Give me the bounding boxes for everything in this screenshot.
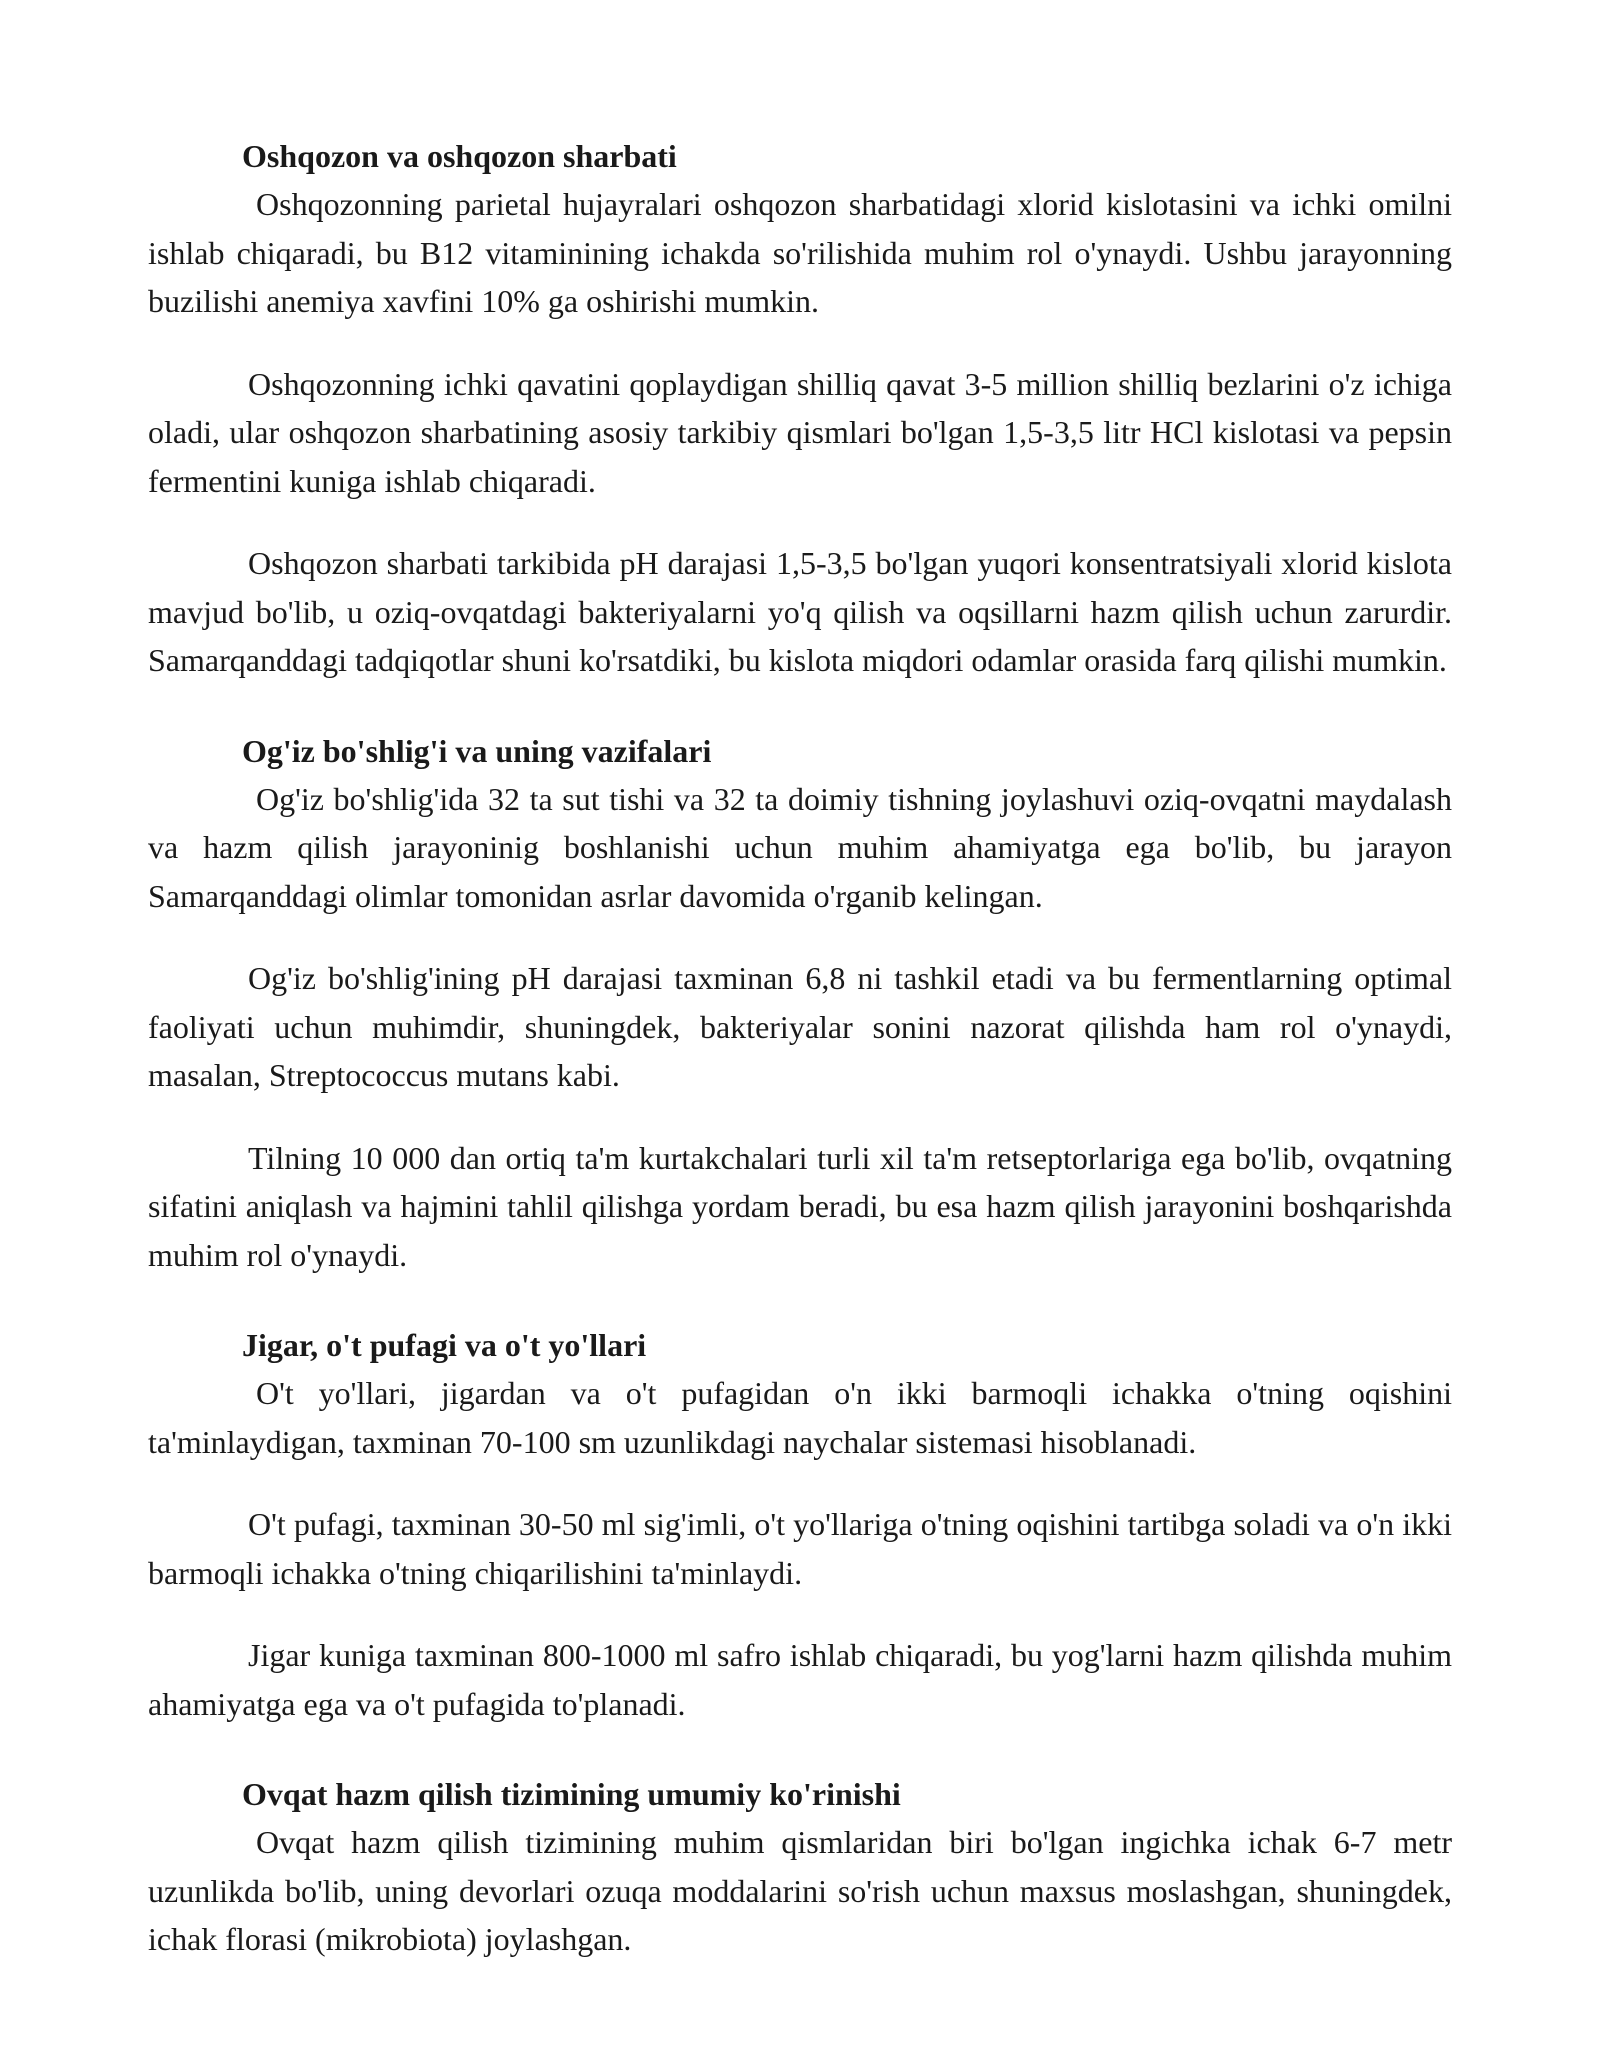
paragraph: O't pufagi, taxminan 30-50 ml sig'imli, o't yo'llariga o'tning oqishini tartibga soladi va o'n ikki barmoqli ichakka o'tning chiqarilishini ta'minlaydi.	[148, 1506, 1452, 1591]
section-oral-cavity	[148, 727, 1452, 1280]
paragraph: Oshqozonning parietal hujayralari oshqozon sharbatidagi xlorid kislotasini va ichki omilni ishlab chiqaradi, bu B12 vitaminining ichakda so'rilishida muhim rol o'ynaydi. Ushbu jarayonning buzilishi anemiya xavfini 10% ga oshirishi mumkin.	[148, 186, 1452, 319]
paragraph: Og'iz bo'shlig'ining pH darajasi taxminan 6,8 ni tashkil etadi va bu fermentlarning optimal faoliyati uchun muhimdir, shuningdek, bakteriyalar sonini nazorat qilishda ham rol o'ynaydi, masalan, Streptococcus mutans kabi.	[148, 960, 1452, 1093]
section-heading: Ovqat hazm qilish tizimining umumiy ko'rinishi	[242, 1776, 901, 1812]
paragraph: O't yo'llari, jigardan va o't pufagidan o'n ikki barmoqli ichakka o'tning oqishini ta'minlaydigan, taxminan 70-100 sm uzunlikdagi naychalar sistemasi hisoblanadi.	[148, 1375, 1452, 1460]
section-digestive-overview	[148, 1770, 1452, 1964]
paragraph: Ovqat hazm qilish tizimining muhim qismlaridan biri bo'lgan ingichka ichak 6-7 metr uzunlikda bo'lib, uning devorlari ozuqa moddalarini so'rish uchun maxsus moslashgan, shuningdek, ichak florasi (mikrobiota) joylashgan.	[148, 1824, 1452, 1957]
paragraph: Jigar kuniga taxminan 800-1000 ml safro ishlab chiqaradi, bu yog'larni hazm qilishda muhim ahamiyatga ega va o't pufagida to'planadi.	[148, 1637, 1452, 1722]
paragraph: Og'iz bo'shlig'ida 32 ta sut tishi va 32 ta doimiy tishning joylashuvi oziq-ovqatni maydalash va hazm qilish jarayoninig boshlanishi uchun muhim ahamiyatga ega bo'lib, bu jarayon Samarqanddagi olimlar tomonidan asrlar davomida o'rganib kelingan.	[148, 780, 1452, 914]
section-stomach	[148, 132, 1452, 685]
section-liver	[148, 1321, 1452, 1728]
section-heading: Og'iz bo'shlig'i va uning vazifalari	[242, 732, 712, 769]
paragraph: Oshqozonning ichki qavatini qoplaydigan shilliq qavat 3-5 million shilliq bezlarini o'z ichiga oladi, ular oshqozon sharbatining asosiy tarkibiy qismlari bo'lgan 1,5-3,5 litr HCl kislotasi va pepsin fermentini kuniga ishlab chiqaradi.	[148, 365, 1452, 499]
section-heading: Oshqozon va oshqozon sharbati	[242, 138, 677, 174]
paragraph: Tilning 10 000 dan ortiq ta'm kurtakchalari turli xil ta'm retseptorlariga ega bo'lib, ovqatning sifatini aniqlash va hajmini tahlil qilishga yordam beradi, bu esa hazm qilish jarayonini boshqarishda muhim rol o'ynaydi.	[148, 1139, 1452, 1273]
document-page	[148, 132, 1452, 2006]
paragraph: Oshqozon sharbati tarkibida pH darajasi 1,5-3,5 bo'lgan yuqori konsentratsiyali xlorid kislota mavjud bo'lib, u oziq-ovqatdagi bakteriyalarni yo'q qilish va oqsillarni hazm qilish uchun zarurdir. Samarqanddagi tadqiqotlar shuni ko'rsatdiki, bu kislota miqdori odamlar orasida farq qilishi mumkin.	[148, 545, 1452, 678]
section-heading: Jigar, o't pufagi va o't yo'llari	[242, 1327, 647, 1363]
